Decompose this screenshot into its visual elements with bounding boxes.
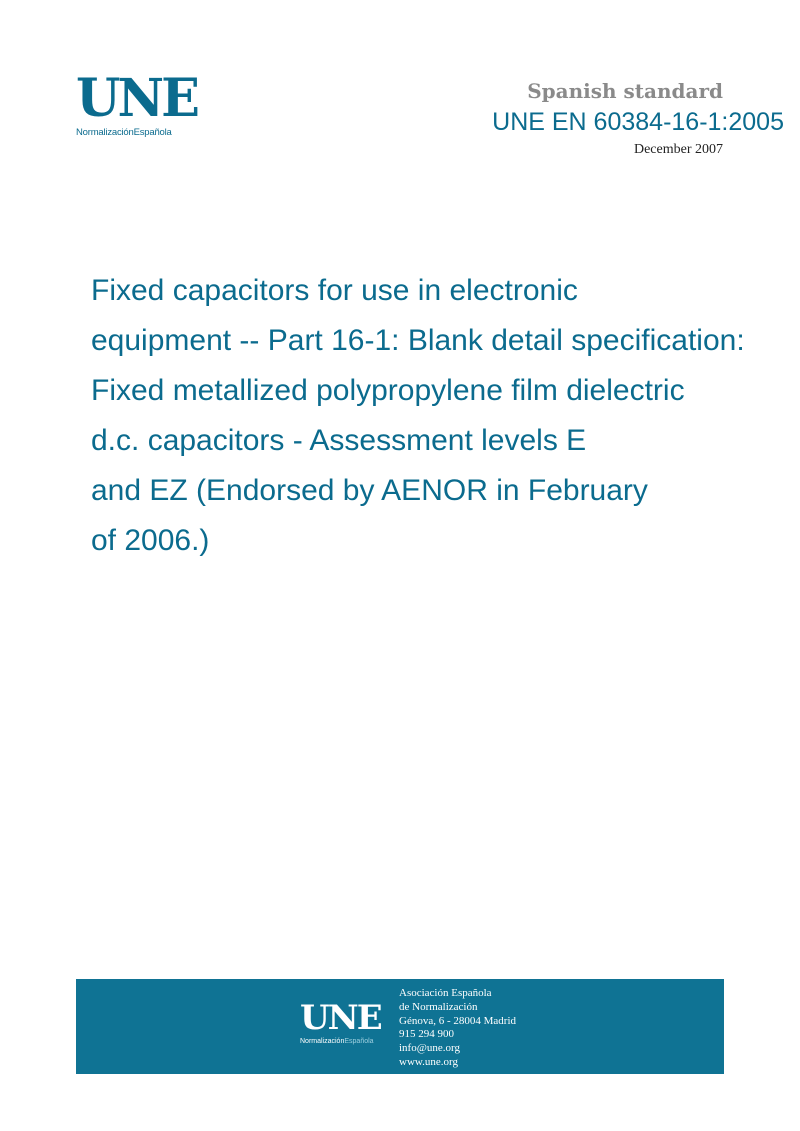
footer-band xyxy=(76,979,724,1074)
title-line: of 2006.) xyxy=(91,524,210,557)
footer-logo-subtitle-b: Española xyxy=(344,1038,374,1045)
contact-block xyxy=(399,987,516,1070)
footer-logo-subtitle xyxy=(300,1038,381,1045)
standard-code: UNE EN 60384-16-1:2005 xyxy=(492,108,784,136)
footer-logo-mark: UNE xyxy=(300,998,381,1038)
standard-kind: Spanish standard xyxy=(527,79,723,103)
organization-name: Asociación Española xyxy=(399,987,492,999)
une-logo-subtitle-b: Española xyxy=(133,127,172,138)
title-line: equipment -- Part 16-1: Blank detail specification: xyxy=(91,324,745,357)
website: www.une.org xyxy=(399,1055,458,1068)
footer-logo xyxy=(300,998,381,1045)
une-logo xyxy=(76,68,216,138)
organization-name-cont: de Normalización xyxy=(399,1000,478,1013)
title-line: and EZ (Endorsed by AENOR in February xyxy=(91,474,648,507)
title-line: Fixed metallized polypropylene film dielectric xyxy=(91,374,685,407)
address: Génova, 6 - 28004 Madrid xyxy=(399,1014,517,1027)
une-logo-subtitle-a: Normalización xyxy=(76,127,134,138)
phone-number: 915 294 900 xyxy=(399,1028,454,1041)
une-logo-mark: UNE xyxy=(76,68,198,129)
document-title xyxy=(91,266,796,566)
email-address: info@une.org xyxy=(399,1042,460,1055)
document-header xyxy=(527,78,723,104)
publication-date: December 2007 xyxy=(633,142,723,157)
title-line: Fixed capacitors for use in electronic xyxy=(91,274,578,307)
title-line: d.c. capacitors - Assessment levels E xyxy=(91,424,587,457)
footer-logo-subtitle-a: Normalización xyxy=(300,1038,345,1045)
